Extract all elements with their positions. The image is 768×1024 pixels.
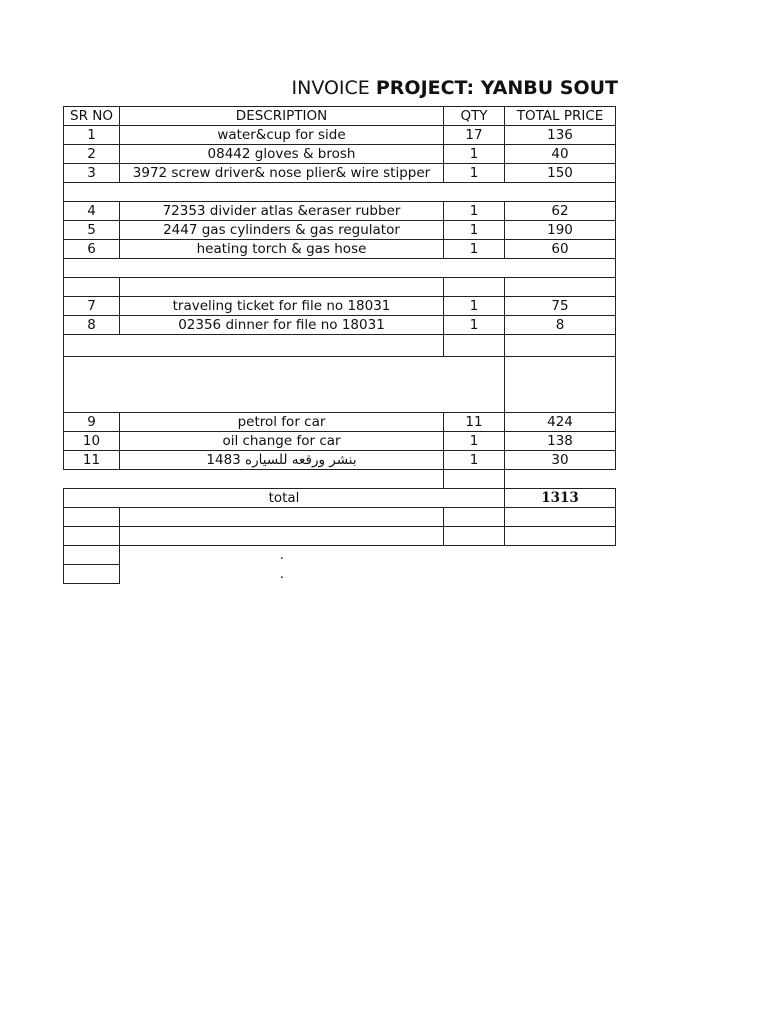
- table-row: [64, 297, 616, 316]
- total-row: [64, 489, 616, 508]
- cell-sr: 11: [64, 451, 120, 470]
- header-sr-no: SR NO: [64, 107, 120, 126]
- cell-description: oil change for car: [120, 432, 444, 451]
- empty-cell: [64, 335, 444, 357]
- cell-qty: 1: [444, 316, 505, 335]
- cell-description: petrol for car: [120, 413, 444, 432]
- empty-cell: [505, 546, 616, 565]
- empty-row: [64, 470, 616, 489]
- dot-row: [64, 546, 616, 565]
- cell-qty: 1: [444, 145, 505, 164]
- cell-description: 02356 dinner for file no 18031: [120, 316, 444, 335]
- table-row: [64, 413, 616, 432]
- cell-price: 138: [505, 432, 616, 451]
- table-row: [64, 432, 616, 451]
- spacer-row: [64, 259, 616, 278]
- cell-price: 75: [505, 297, 616, 316]
- cell-price: 424: [505, 413, 616, 432]
- cell-qty: 1: [444, 202, 505, 221]
- cell-sr: 8: [64, 316, 120, 335]
- dot-text: .: [279, 566, 284, 582]
- cell-sr: 6: [64, 240, 120, 259]
- empty-cell: [505, 508, 616, 527]
- cell-qty: 1: [444, 240, 505, 259]
- table-row: [64, 145, 616, 164]
- cell-sr: 4: [64, 202, 120, 221]
- empty-cell: [444, 335, 505, 357]
- cell-sr: 9: [64, 413, 120, 432]
- cell-description: traveling ticket for file no 18031: [120, 297, 444, 316]
- empty-cell: [505, 527, 616, 546]
- header-description: DESCRIPTION: [120, 107, 444, 126]
- empty-cell: [444, 565, 505, 584]
- empty-cell: [444, 278, 505, 297]
- cell-qty: 1: [444, 451, 505, 470]
- empty-cell: [505, 565, 616, 584]
- cell-price: 136: [505, 126, 616, 145]
- spacer-cell: [64, 259, 616, 278]
- table-header-row: [64, 107, 616, 126]
- header-total-price: TOTAL PRICE: [505, 107, 616, 126]
- project-name: PROJECT: YANBU SOUT: [375, 77, 618, 99]
- table-row: [64, 164, 616, 183]
- empty-cell: [64, 527, 120, 546]
- empty-cell: [64, 470, 444, 489]
- empty-cell: [505, 278, 616, 297]
- cell-qty: 1: [444, 221, 505, 240]
- total-value: 1313: [505, 489, 616, 508]
- cell-description: 3972 screw driver& nose plier& wire stipper: [120, 164, 444, 183]
- cell-description: heating torch & gas hose: [120, 240, 444, 259]
- cell-price: 62: [505, 202, 616, 221]
- cell-qty: 1: [444, 432, 505, 451]
- empty-cell: [444, 527, 505, 546]
- empty-cell: [505, 335, 616, 357]
- cell-sr: 5: [64, 221, 120, 240]
- empty-cell: [120, 278, 444, 297]
- empty-cell: [444, 508, 505, 527]
- table-row: [64, 202, 616, 221]
- spacer-row: [64, 183, 616, 202]
- table-row: [64, 221, 616, 240]
- empty-cell: [64, 565, 120, 584]
- cell-price: 60: [505, 240, 616, 259]
- cell-sr: 2: [64, 145, 120, 164]
- cell-description: 2447 gas cylinders & gas regulator: [120, 221, 444, 240]
- cell-description: water&cup for side: [120, 126, 444, 145]
- cell-description: 1483 بنشر ورقعه للسياره: [120, 451, 444, 470]
- empty-row: [64, 527, 616, 546]
- empty-row: [64, 278, 616, 297]
- total-label: total: [64, 489, 505, 508]
- cell-sr: 7: [64, 297, 120, 316]
- table-row: [64, 240, 616, 259]
- cell-price: 8: [505, 316, 616, 335]
- table-row: [64, 451, 616, 470]
- dot-row: [64, 565, 616, 584]
- cell-qty: 1: [444, 297, 505, 316]
- empty-cell: [64, 278, 120, 297]
- cell-sr: 3: [64, 164, 120, 183]
- invoice-title: [0, 76, 618, 100]
- empty-cell: [120, 527, 444, 546]
- blank-block-cell: [64, 357, 505, 413]
- table-row: [64, 316, 616, 335]
- invoice-label: INVOICE: [291, 77, 370, 99]
- empty-cell: [444, 470, 505, 489]
- empty-cell: [444, 546, 505, 565]
- empty-row: [64, 508, 616, 527]
- cell-price: 150: [505, 164, 616, 183]
- cell-qty: 1: [444, 164, 505, 183]
- empty-row: [64, 335, 616, 357]
- cell-price: 190: [505, 221, 616, 240]
- cell-qty: 17: [444, 126, 505, 145]
- cell-price: 30: [505, 451, 616, 470]
- table-row: [64, 126, 616, 145]
- empty-cell: [505, 470, 616, 489]
- blank-block-cell: [505, 357, 616, 413]
- invoice-table: [63, 106, 616, 584]
- spacer-cell: [64, 183, 616, 202]
- cell-sr: 10: [64, 432, 120, 451]
- dot-text: .: [279, 547, 284, 564]
- blank-block-row: [64, 357, 616, 413]
- header-qty: QTY: [444, 107, 505, 126]
- empty-cell: [120, 508, 444, 527]
- empty-cell: [64, 546, 120, 565]
- cell-price: 40: [505, 145, 616, 164]
- cell-qty: 11: [444, 413, 505, 432]
- cell-description: 72353 divider atlas &eraser rubber: [120, 202, 444, 221]
- cell-sr: 1: [64, 126, 120, 145]
- empty-cell: [64, 508, 120, 527]
- cell-description: 08442 gloves & brosh: [120, 145, 444, 164]
